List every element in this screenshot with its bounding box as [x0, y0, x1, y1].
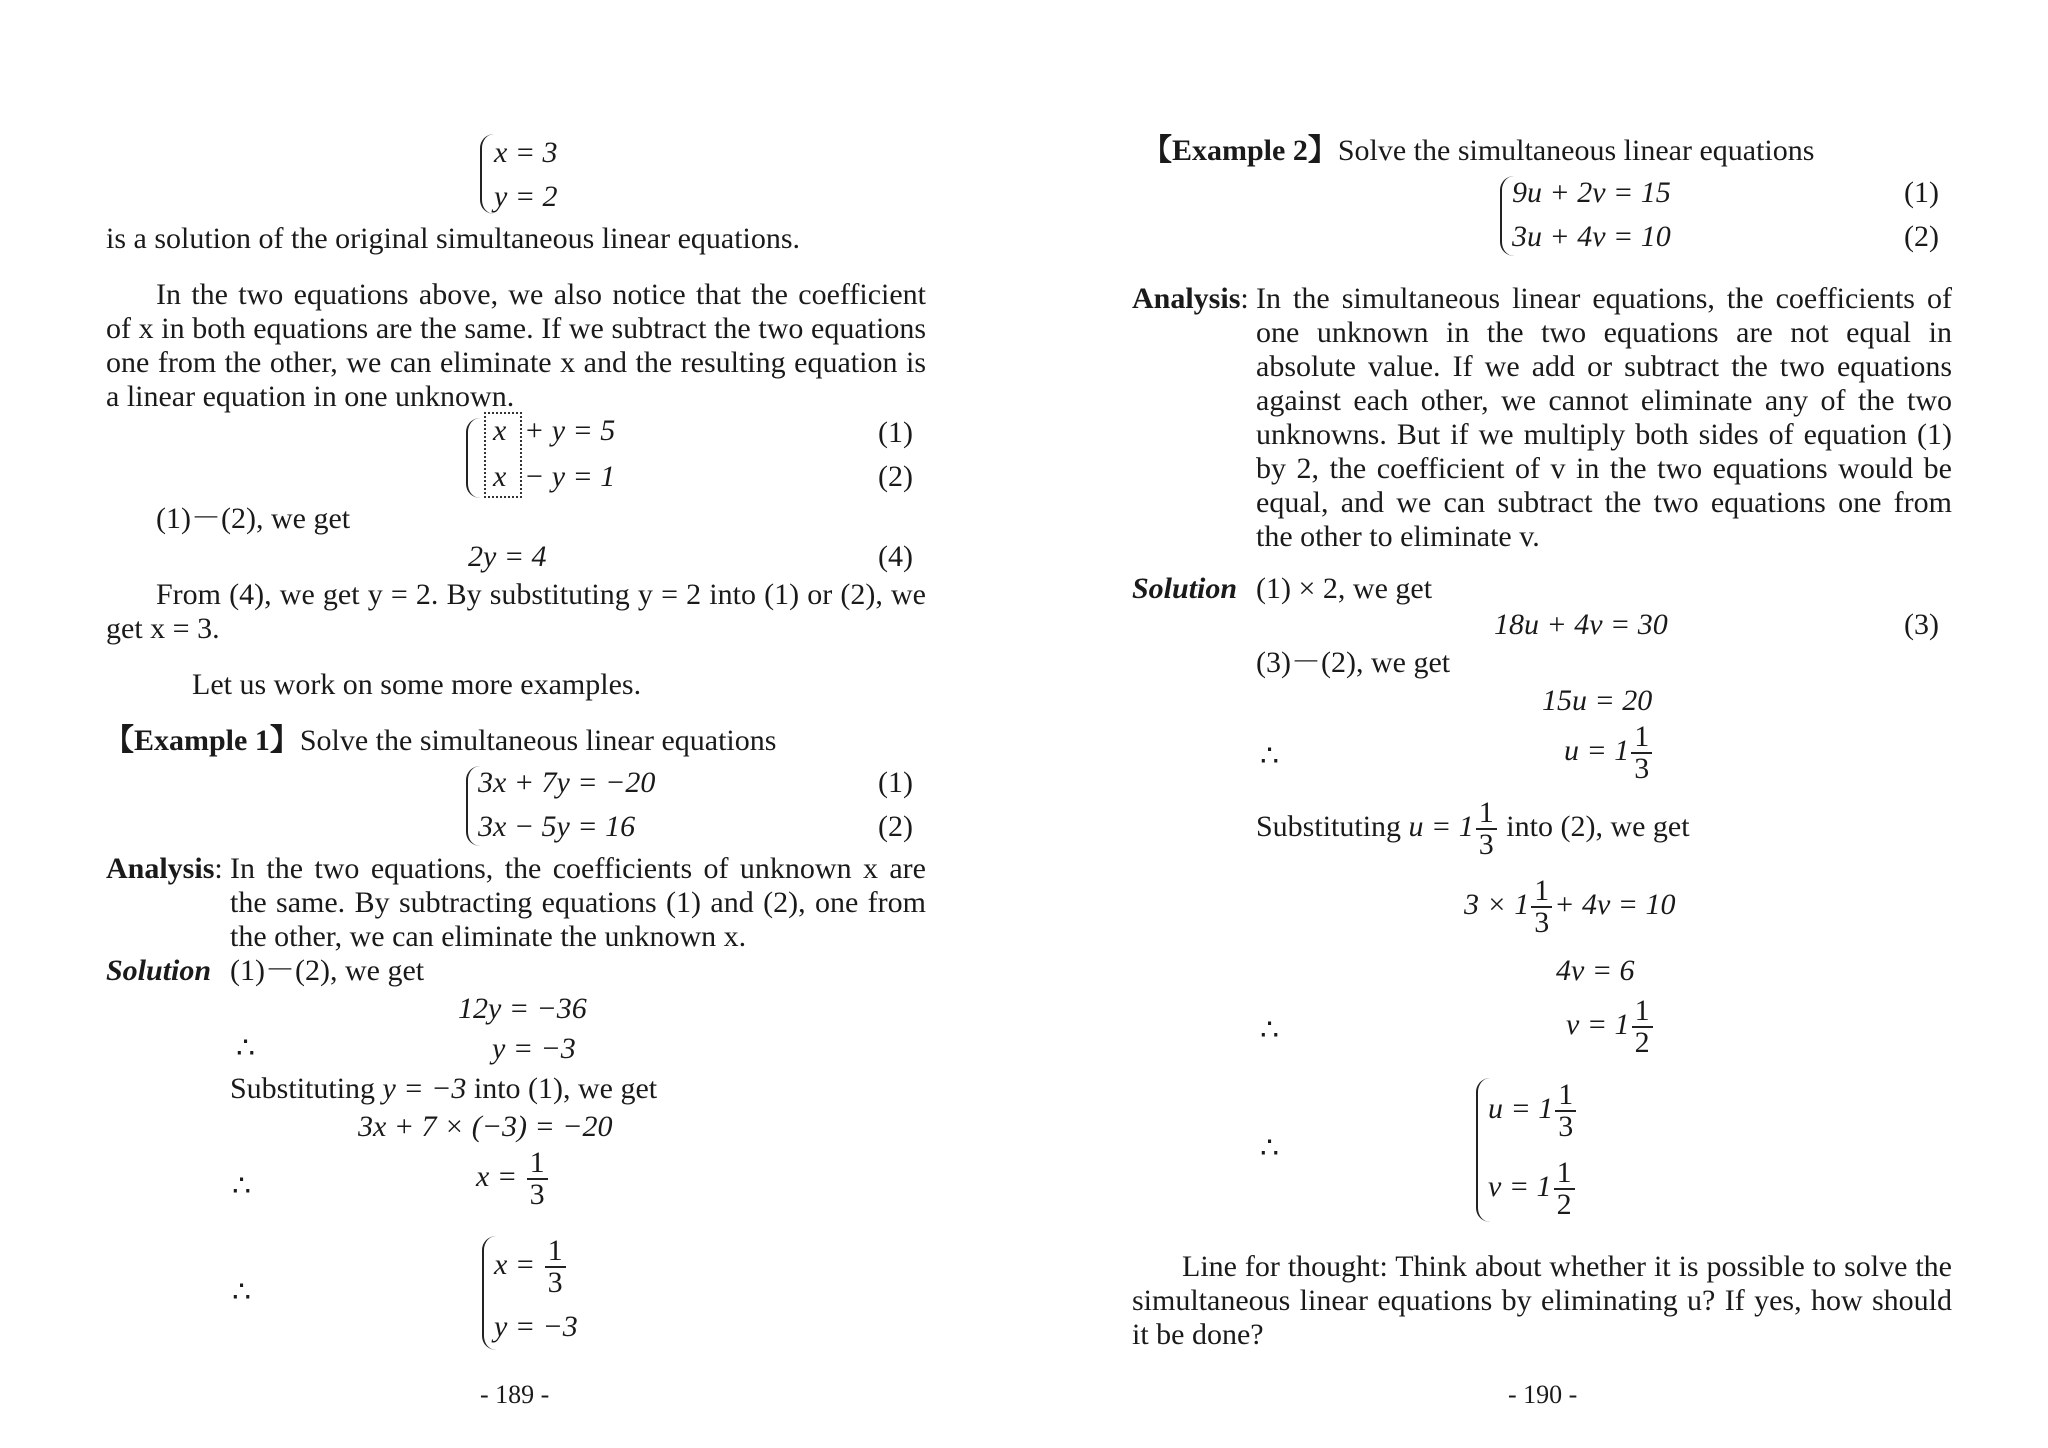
- variable: x: [493, 414, 507, 447]
- paragraph: is a solution of the original simultaneous linear equations.: [106, 222, 801, 255]
- fraction: [545, 1236, 566, 1298]
- equation: [476, 1148, 550, 1210]
- therefore-symbol: ∴: [232, 1276, 252, 1309]
- example-heading: [104, 724, 776, 758]
- equation-tag: (4): [878, 540, 913, 573]
- analysis-label: Analysis: [1132, 282, 1241, 315]
- fraction: [1555, 1080, 1576, 1142]
- sub-text: Substituting: [230, 1072, 376, 1105]
- equation: 9u + 2v = 15: [1512, 176, 1671, 209]
- step-text: [1256, 798, 1690, 860]
- equation-tag: (2): [878, 460, 913, 493]
- sub-value: y = −3: [382, 1072, 467, 1105]
- equation: 18u + 4v = 30: [1494, 608, 1668, 641]
- therefore-symbol: ∴: [236, 1032, 256, 1065]
- numerator: 1: [1555, 1080, 1576, 1112]
- variable: x: [493, 460, 507, 493]
- paragraph: Line for thought: Think about whether it is possible to solve the simultaneous linear equations by eliminating u? If yes, how should it be done?: [1132, 1250, 1952, 1351]
- fraction: [1476, 798, 1497, 860]
- brace: [480, 134, 494, 214]
- sub-value: u = 1: [1408, 809, 1474, 843]
- example-text: Solve the simultaneous linear equations: [1337, 134, 1815, 167]
- example-label: 【Example 2】: [1142, 134, 1338, 167]
- example-heading: [1142, 134, 1814, 168]
- example-text: Solve the simultaneous linear equations: [299, 724, 777, 757]
- equation: 2y = 4: [468, 540, 547, 573]
- numerator: 1: [1531, 876, 1552, 908]
- brace: [466, 418, 480, 498]
- therefore-symbol: ∴: [1260, 1132, 1280, 1165]
- step-text: (1)－(2), we get: [230, 954, 425, 987]
- equation: [494, 1236, 568, 1298]
- therefore-symbol: ∴: [1260, 1014, 1280, 1047]
- equation-tag: (2): [1904, 220, 1939, 253]
- solution-label: Solution: [1132, 572, 1238, 605]
- equation: 3u + 4v = 10: [1512, 220, 1671, 253]
- page-number: - 189 -: [480, 1380, 550, 1409]
- fraction: [527, 1148, 548, 1210]
- denominator: 2: [1556, 1188, 1572, 1221]
- equation-tag: (2): [878, 810, 913, 843]
- sub-text: into (2), we get: [1506, 809, 1690, 843]
- denominator: 3: [1634, 752, 1650, 785]
- equation: [1566, 996, 1655, 1058]
- sub-text: Substituting: [1256, 809, 1402, 843]
- equation-tag: (1): [878, 766, 913, 799]
- analysis-text: In the simultaneous linear equations, the coefficients of one unknown in the two equations are not equal in absolute value. If we add or subtract the two equations against each other, we cannot eliminate any of the two unknowns. But if we multiply both sides of equation (1) by 2, the coefficient of v in the two equations would be equal, and we can subtract the two equations one from the other to eliminate v.: [1256, 282, 1952, 553]
- therefore-symbol: ∴: [1260, 740, 1280, 773]
- numerator: 1: [527, 1148, 548, 1180]
- denominator: 2: [1634, 1026, 1650, 1059]
- paragraph: Let us work on some more examples.: [192, 668, 642, 701]
- numerator: 1: [1554, 1158, 1575, 1190]
- lhs: u = 1: [1488, 1091, 1554, 1125]
- numerator: 1: [1631, 722, 1652, 754]
- therefore-symbol: ∴: [232, 1170, 252, 1203]
- step-text: (1)－(2), we get: [156, 502, 351, 535]
- fraction: [1631, 722, 1652, 784]
- lhs: x =: [494, 1247, 536, 1281]
- lhs: v = 1: [1488, 1169, 1552, 1203]
- analysis-heading: Analysis:: [106, 852, 223, 885]
- equation: 15u = 20: [1542, 684, 1653, 717]
- equation: [1488, 1080, 1578, 1142]
- equation: [1488, 1158, 1577, 1220]
- fraction: [1632, 996, 1653, 1058]
- right-page: [1024, 0, 2048, 1448]
- equation: y = −3: [494, 1310, 578, 1343]
- equation: x = 3: [494, 136, 558, 169]
- lhs: u = 1: [1564, 733, 1630, 767]
- fraction: [1531, 876, 1552, 938]
- equation: [1564, 722, 1654, 784]
- numerator: 1: [545, 1236, 566, 1268]
- analysis-text: In the two equations, the coefficients of unknown x are the same. By subtracting equations (1) and (2), one from the other, we can eliminate the unknown x.: [230, 852, 926, 953]
- fraction: [1554, 1158, 1575, 1220]
- analysis-heading: Analysis:: [1132, 282, 1249, 315]
- equation-tag: (1): [1904, 176, 1939, 209]
- example-label: 【Example 1】: [104, 724, 300, 757]
- numerator: 1: [1476, 798, 1497, 830]
- equation: 4v = 6: [1556, 954, 1635, 987]
- equation: 3x + 7 × (−3) = −20: [358, 1110, 613, 1143]
- lhs: x =: [476, 1159, 518, 1193]
- denominator: 3: [529, 1178, 545, 1211]
- solution-label: Solution: [106, 954, 212, 987]
- step-text: (1) × 2, we get: [1256, 572, 1433, 605]
- equation: 3x + 7y = −20: [478, 766, 656, 799]
- numerator: 1: [1632, 996, 1653, 1028]
- equation-tag: (3): [1904, 608, 1939, 641]
- denominator: 3: [1558, 1110, 1574, 1143]
- equation: − y = 1: [524, 460, 616, 493]
- denominator: 3: [547, 1266, 563, 1299]
- equation-tag: (1): [878, 416, 913, 449]
- step-text: (3)－(2), we get: [1256, 646, 1451, 679]
- equation: [1464, 876, 1676, 938]
- equation: 3x − 5y = 16: [478, 810, 636, 843]
- page-number: - 190 -: [1508, 1380, 1578, 1409]
- denominator: 3: [1478, 828, 1494, 861]
- equation: y = 2: [494, 180, 558, 213]
- denominator: 3: [1534, 906, 1550, 939]
- equation: y = −3: [492, 1032, 576, 1065]
- paragraph: From (4), we get y = 2. By substituting y = 2 into (1) or (2), we get x = 3.: [106, 578, 926, 645]
- rhs: + 4v = 10: [1554, 887, 1676, 921]
- analysis-label: Analysis: [106, 852, 215, 885]
- paragraph: In the two equations above, we also notice that the coefficient of x in both equations are the same. If we subtract the two equations one from the other, we can eliminate x and the resulting equation is a linear equation in one unknown.: [106, 278, 926, 413]
- step-text: [230, 1072, 657, 1106]
- sub-text: into (1), we get: [473, 1072, 658, 1105]
- equation: + y = 5: [524, 414, 616, 447]
- lhs: 3 × 1: [1464, 887, 1530, 921]
- lhs: v = 1: [1566, 1007, 1630, 1041]
- equation: 12y = −36: [458, 992, 587, 1025]
